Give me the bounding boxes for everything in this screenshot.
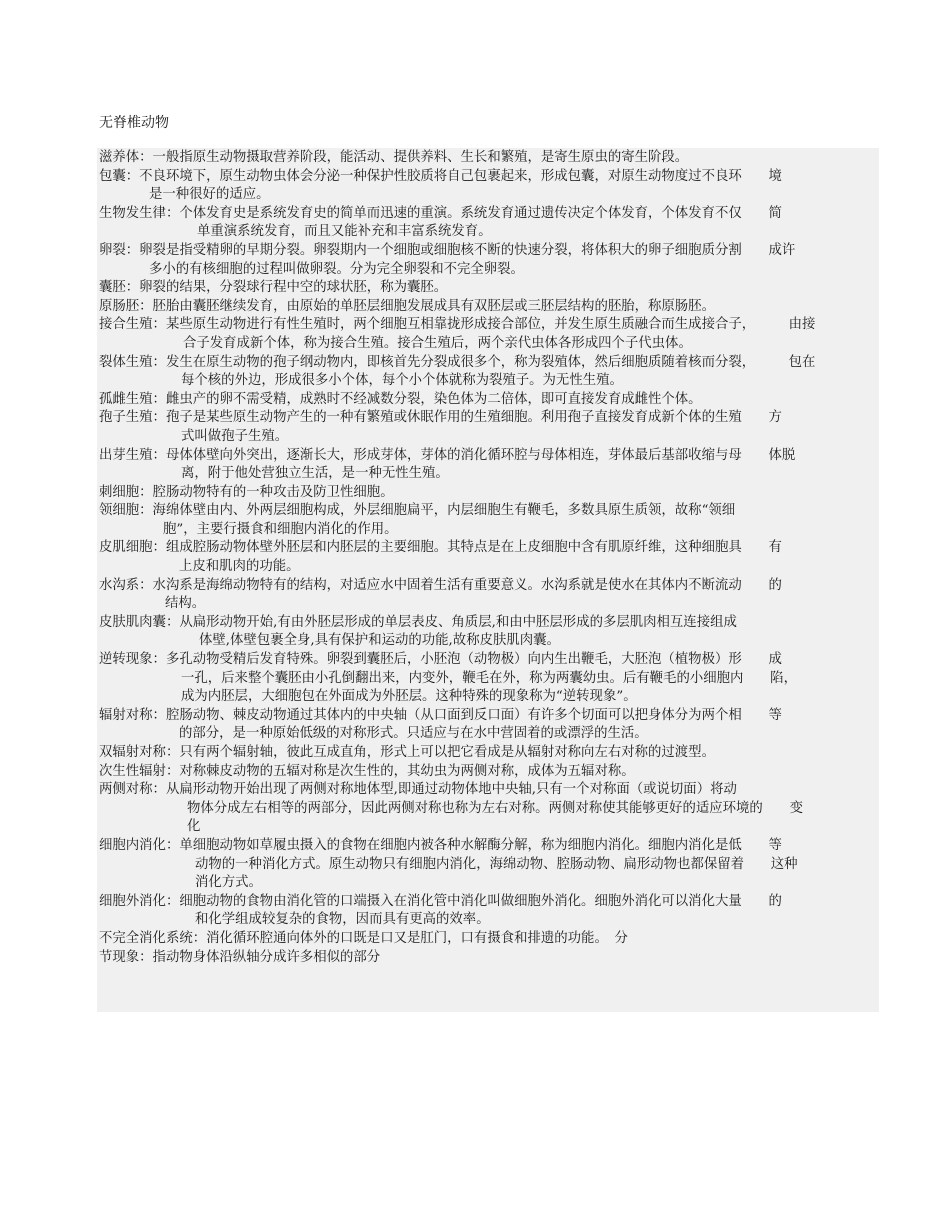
glossary-entry	[99, 614, 879, 651]
glossary-entry	[99, 781, 879, 837]
entry-line: 每个核的外边，形成很多小个体，每个小个体就称为裂殖子。为无性生殖。	[181, 373, 623, 389]
glossary-entry	[99, 763, 879, 782]
entry-line: 两侧对称：从扁形动物开始出现了两侧对称地体型,即通过动物体地中央轴,只有一个对称面（或说切面）将动	[99, 782, 737, 798]
entry-line: 包囊：不良环境下，原生动物虫体会分泌一种保护性胶质将自己包裹起来，形成包囊，对原生动物度过不良环 境	[99, 168, 782, 184]
entry-line: 次生性辐射：对称棘皮动物的五辐对称是次生性的，其幼虫为两侧对称，成体为五辐对称。	[99, 763, 635, 779]
glossary	[99, 149, 879, 967]
entry-line: 单重演系统发育，而且又能补充和丰富系统发育。	[197, 224, 492, 240]
entry-line: 上皮和肌肉的功能。	[179, 559, 300, 575]
glossary-entry	[99, 707, 879, 744]
glossary-entry	[99, 242, 879, 279]
glossary-entry	[99, 744, 879, 763]
entry-line: 逆转现象：多孔动物受精后发育特殊。卵裂到囊胚后，小胚泡（动物极）向内生出鞭毛，大胚泡（植物极）形 成	[99, 652, 782, 668]
entry-line: 出芽生殖：母体体壁向外突出，逐渐长大，形成芽体，芽体的消化循环腔与母体相连，芽体最后基部收缩与母 体脱	[99, 447, 796, 463]
entry-line: 成为内胚层，大细胞包在外面成为外胚层。这种特殊的现象称为“逆转现象”。	[181, 689, 637, 705]
entry-line: 细胞内消化：单细胞动物如草履虫摄入的食物在细胞内被各种水解酶分解，称为细胞内消化。细胞内消化是低 等	[99, 837, 782, 853]
entry-line: 辐射对称：腔肠动物、棘皮动物通过其体内的中央轴（从口面到反口面）有许多个切面可以把身体分为两个相 等	[99, 707, 782, 723]
entry-line: 生物发生律：个体发育史是系统发育史的简单而迅速的重演。系统发育通过遗传决定个体发育，个体发育不仅 简	[99, 205, 782, 221]
entry-line: 领细胞：海绵体壁由内、外两层细胞构成，外层细胞扁平，内层细胞生有鞭毛，多数具原生质领，故称“领细	[99, 503, 736, 519]
entry-line: 皮肤肌肉囊：从扁形动物开始,有由外胚层形成的单层表皮、角质层,和由中胚层形成的多层肌肉相互连接组成	[99, 614, 737, 630]
entry-line: 合子发育成新个体，称为接合生殖。接合生殖后，两个亲代虫体各形成四个子代虫体。	[183, 335, 692, 351]
entry-line: 体壁,体壁包裹全身,具有保护和运动的功能,故称皮肤肌肉囊。	[199, 633, 560, 649]
entry-line: 离，附于他处营独立生活，是一种无性生殖。	[181, 466, 449, 482]
entry-line: 原肠胚：胚胎由囊胚继续发育，由原始的单胚层细胞发展成具有双胚层或三胚层结构的胚胎，称原肠胚。	[99, 298, 715, 314]
glossary-entry	[99, 539, 879, 576]
glossary-entry	[99, 577, 879, 614]
glossary-entry	[99, 279, 879, 298]
glossary-entry	[99, 447, 879, 484]
entry-line: 节现象：指动物身体沿纵轴分成许多相似的部分	[99, 949, 381, 965]
entry-line: 的部分，是一种原始低级的对称形式。只适应与在水中营固着的或漂浮的生活。	[179, 726, 648, 742]
entry-line: 囊胚：卵裂的结果，分裂球行程中空的球状胚，称为囊胚。	[99, 280, 448, 296]
entry-line: 接合生殖：某些原生动物进行有性生殖时，两个细胞互相靠拢形成接合部位，并发生原生质融合而生成接合子， 由接	[99, 317, 816, 333]
entry-line: 物体分成左右相等的两部分，因此两侧对称也称为左右对称。两侧对称使其能够更好的适应环境的 变	[187, 800, 803, 816]
entry-line: 化	[187, 819, 201, 835]
glossary-entry	[99, 391, 879, 410]
glossary-entry	[99, 149, 879, 168]
glossary-entry	[99, 354, 879, 391]
entry-line: 动物的一种消化方式。原生动物只有细胞内消化，海绵动物、腔肠动物、扁形动物也都保留着 这种	[195, 856, 798, 872]
entry-line: 和化学组成较复杂的食物，因而具有更高的效率。	[195, 912, 490, 928]
entry-line: 多小的有核细胞的过程叫做卵裂。分为完全卵裂和不完全卵裂。	[149, 261, 524, 277]
glossary-entry	[99, 502, 879, 539]
glossary-entry	[99, 949, 879, 968]
entry-line: 消化方式。	[195, 875, 262, 891]
glossary-entry	[99, 837, 879, 893]
entry-line: 结构。	[165, 596, 206, 612]
entry-line: 水沟系：水沟系是海绵动物特有的结构，对适应水中固着生活有重要意义。水沟系就是使水在其体内不断流动 的	[99, 577, 782, 593]
glossary-entry	[99, 409, 879, 446]
glossary-entry	[99, 316, 879, 353]
page-title: 无脊椎动物	[99, 115, 169, 131]
glossary-entry	[99, 930, 879, 949]
glossary-entry	[99, 298, 879, 317]
entry-line: 式叫做孢子生殖。	[181, 428, 289, 444]
entry-line: 滋养体：一般指原生动物摄取营养阶段，能活动、提供养料、生长和繁殖，是寄生原虫的寄生阶段。	[99, 150, 689, 165]
entry-line: 皮肌细胞：组成腔肠动物体壁外胚层和内胚层的主要细胞。其特点是在上皮细胞中含有肌原纤维，这种细胞具 有	[99, 540, 782, 556]
entry-line: 细胞外消化：细胞动物的食物由消化管的口端摄入在消化管中消化叫做细胞外消化。细胞外消化可以消化大量 的	[99, 893, 782, 909]
entry-line: 刺细胞：腔肠动物特有的一种攻击及防卫性细胞。	[99, 484, 394, 500]
entry-line: 是一种很好的适应。	[149, 187, 270, 203]
entry-line: 卵裂：卵裂是指受精卵的早期分裂。卵裂期内一个细胞或细胞核不断的快速分裂，将体积大的卵子细胞质分割 成许	[99, 242, 796, 258]
glossary-entry	[99, 484, 879, 503]
glossary-entry	[99, 205, 879, 242]
glossary-entry	[99, 168, 879, 205]
glossary-entry	[99, 651, 879, 707]
entry-line: 孤雌生殖：雌虫产的卵不需受精，成熟时不经减数分裂，染色体为二倍体，即可直接发育成雌性个体。	[99, 391, 702, 407]
entry-line: 裂体生殖：发生在原生动物的孢子纲动物内，即核首先分裂成很多个，称为裂殖体，然后细胞质随着核而分裂， 包在	[99, 354, 816, 370]
entry-line: 一孔，后来整个囊胚由小孔倒翻出来，内变外，鞭毛在外，称为两囊幼虫。后有鞭毛的小细胞内 陷，	[181, 670, 797, 686]
entry-line: 不完全消化系统：消化循环腔通向体外的口既是口又是肛门，口有摄食和排遗的功能。 分	[99, 930, 628, 946]
entry-line: 双辐射对称：只有两个辐射轴，彼此互成直角，形式上可以把它看成是从辐射对称向左右对称的过渡型。	[99, 745, 715, 760]
entry-line: 孢子生殖：孢子是某些原生动物产生的一种有繁殖或休眠作用的生殖细胞。利用孢子直接发育成新个体的生殖 方	[99, 410, 782, 426]
entry-line: 胞”，主要行摄食和细胞内消化的作用。	[163, 521, 398, 537]
glossary-entry	[99, 893, 879, 930]
